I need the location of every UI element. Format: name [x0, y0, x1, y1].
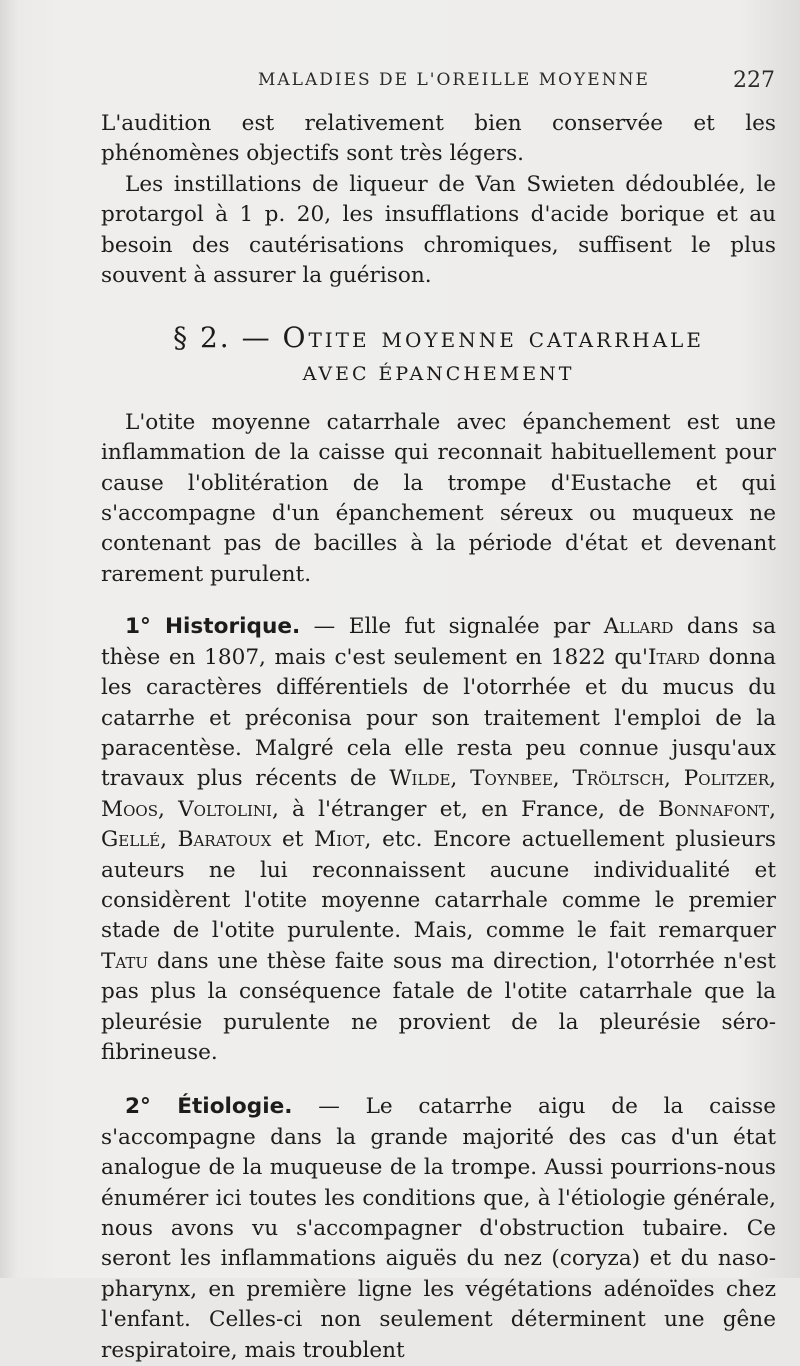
historique-text-4: à l'étranger et, en France, de	[278, 796, 659, 822]
section-subtitle: AVEC ÉPANCHEMENT	[302, 363, 575, 386]
page-header	[0, 68, 800, 98]
section-heading	[101, 321, 776, 355]
intro-paragraph-1: L'audition est relativement bien conservée et les phénomènes objectifs sont très légers.	[101, 111, 776, 167]
section-number: § 2. —	[173, 321, 272, 355]
running-title: MALADIES DE L'OREILLE MOYENNE	[258, 70, 650, 90]
etiologie-paragraph	[101, 1092, 776, 1366]
historique-text-2: dans sa thèse en 1807, mais c'est seulement en 1822 qu'	[101, 614, 776, 670]
historique-text-1: — Elle fut signalée par	[300, 614, 604, 640]
historique-text-7: dans une thèse faite sous ma direction, l'otorrhée n'est pas plus la conséquence fatale de l'otite catarrhale que la pleurésie purulente ne provient de la pleurésie séro-fibrineuse.	[101, 948, 776, 1065]
historique-text-5: et	[271, 827, 315, 853]
author-miot: Miot	[314, 827, 365, 853]
author-allard: Allard	[603, 614, 674, 640]
author-itard: Itard	[648, 644, 700, 670]
historique-paragraph	[101, 612, 776, 1068]
intro-paragraph-2: Les instillations de liqueur de Van Swieten dédoublée, le protargol à 1 p. 20, les insufflations d'acide borique et au besoin des cautérisations chromiques, suffisent le plus souvent à assurer la guérison.	[101, 171, 776, 289]
historique-heading: 1° Historique.	[125, 614, 301, 640]
definition-paragraph: L'otite moyenne catarrhale avec épanchement est une inflammation de la caisse qui reconnait habituellement pour cause l'oblitération de la trompe d'Eustache et qui s'accompagne d'un épanchement séreux ou muqueux ne contenant pas de bacilles à la période d'état et devenant rarement purulent.	[101, 409, 776, 587]
etiologie-text: — Le catarrhe aigu de la caisse s'accompagne dans la grande majorité des cas d'un état analogue de la muqueuse de la trompe. Aussi pourrions-nous énumérer ici toutes les conditions que, à l'étiologie générale, nous avons vu s'accompagner d'obstruction tubaire. Ce seront les inflammations aiguës du nez (coryza) et du naso-pharynx, en première ligne les végétations adénoïdes chez l'enfant. Celles-ci non seulement déterminent une gêne respiratoire, mais troublent	[101, 1094, 776, 1363]
historique-text-3: donna les caractères différentiels de l'otorrhée et du mucus du catarrhe et préconisa pour son traitement l'emploi de la paracentèse. Malgré cela elle resta peu connue jusqu'aux travaux plus récents de	[101, 644, 776, 792]
authors-french: Bonnafont, Gellé, Baratoux	[101, 796, 776, 853]
page-number: 227	[733, 68, 775, 93]
author-tatu: Tatu	[101, 948, 149, 974]
authors-foreign: Wilde, Toynbee, Tröltsch, Politzer, Moos, Voltolini,	[101, 766, 776, 822]
historique-text-6: , etc. Encore actuellement plusieurs auteurs ne lui reconnaissent aucune individualité et considèrent l'otite moyenne catarrhale comme le premier stade de l'otite purulente. Mais, comme le fait remarquer	[101, 827, 776, 944]
etiologie-heading: 2° Étiologie.	[125, 1094, 293, 1120]
section-title: Otite moyenne catarrhale	[282, 321, 704, 355]
page-body	[101, 109, 776, 1366]
